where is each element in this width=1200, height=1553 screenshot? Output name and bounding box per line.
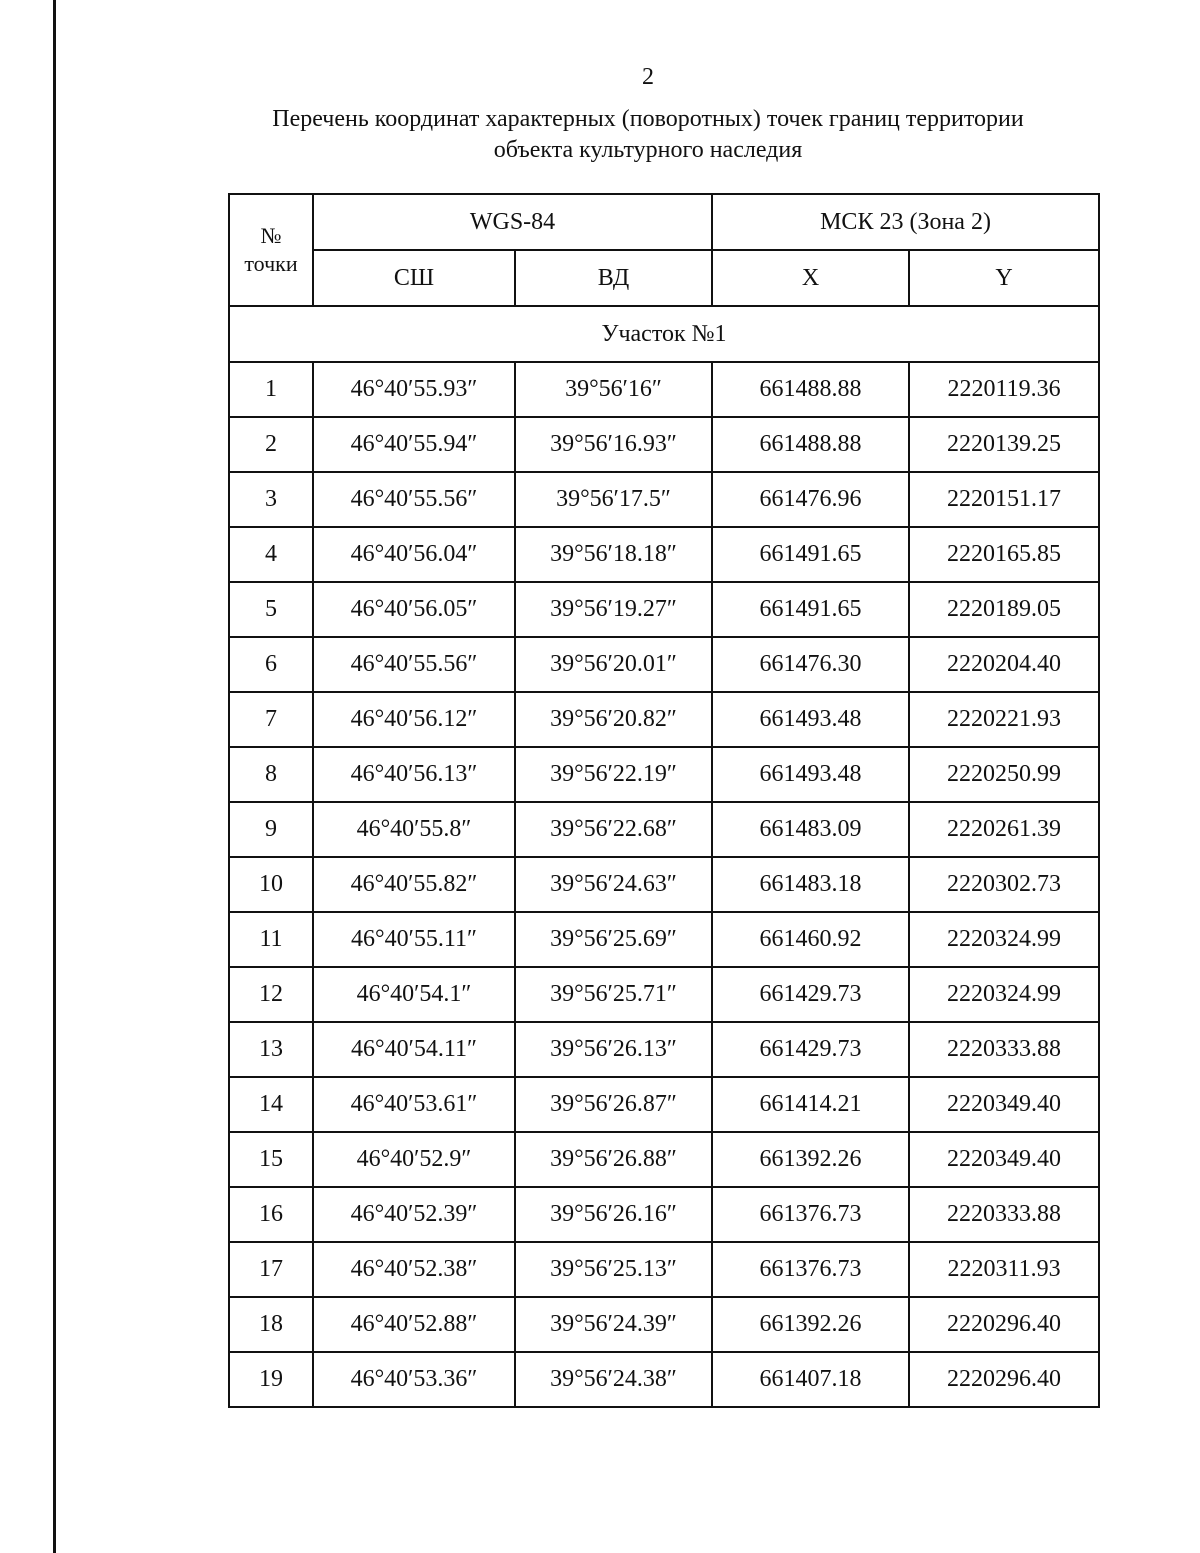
- cell-x: 661476.30: [712, 637, 909, 692]
- section-row: [229, 306, 1099, 362]
- header-x: X: [712, 250, 909, 306]
- cell-latitude: 46°40′52.39″: [313, 1187, 515, 1242]
- header-row-1: [229, 194, 1099, 250]
- cell-latitude: 46°40′53.36″: [313, 1352, 515, 1407]
- cell-x: 661491.65: [712, 582, 909, 637]
- title-line-2: объекта культурного наследия: [493, 137, 803, 163]
- cell-latitude: 46°40′55.56″: [313, 637, 515, 692]
- table-row: [229, 637, 1099, 692]
- cell-x: 661483.09: [712, 802, 909, 857]
- cell-x: 661460.92: [712, 912, 909, 967]
- cell-point-number: 17: [229, 1242, 313, 1297]
- cell-point-number: 5: [229, 582, 313, 637]
- cell-y: 2220165.85: [909, 527, 1099, 582]
- cell-y: 2220221.93: [909, 692, 1099, 747]
- cell-x: 661376.73: [712, 1187, 909, 1242]
- page-number: 2: [642, 64, 654, 90]
- cell-x: 661429.73: [712, 1022, 909, 1077]
- cell-y: 2220189.05: [909, 582, 1099, 637]
- table-row: [229, 1077, 1099, 1132]
- cell-latitude: 46°40′56.12″: [313, 692, 515, 747]
- cell-point-number: 16: [229, 1187, 313, 1242]
- cell-longitude: 39°56′22.68″: [515, 802, 712, 857]
- table-row: [229, 692, 1099, 747]
- cell-latitude: 46°40′52.9″: [313, 1132, 515, 1187]
- cell-point-number: 7: [229, 692, 313, 747]
- cell-y: 2220324.99: [909, 912, 1099, 967]
- cell-x: 661429.73: [712, 967, 909, 1022]
- cell-longitude: 39°56′24.39″: [515, 1297, 712, 1352]
- cell-point-number: 3: [229, 472, 313, 527]
- cell-x: 661488.88: [712, 362, 909, 417]
- table-row: [229, 1242, 1099, 1297]
- cell-x: 661407.18: [712, 1352, 909, 1407]
- cell-latitude: 46°40′56.04″: [313, 527, 515, 582]
- cell-longitude: 39°56′17.5″: [515, 472, 712, 527]
- document-title: [200, 104, 1096, 166]
- cell-y: 2220119.36: [909, 362, 1099, 417]
- table-row: [229, 527, 1099, 582]
- cell-x: 661488.88: [712, 417, 909, 472]
- cell-longitude: 39°56′25.69″: [515, 912, 712, 967]
- cell-longitude: 39°56′24.38″: [515, 1352, 712, 1407]
- cell-longitude: 39°56′24.63″: [515, 857, 712, 912]
- cell-longitude: 39°56′20.01″: [515, 637, 712, 692]
- cell-point-number: 2: [229, 417, 313, 472]
- cell-point-number: 14: [229, 1077, 313, 1132]
- cell-y: 2220311.93: [909, 1242, 1099, 1297]
- cell-latitude: 46°40′56.05″: [313, 582, 515, 637]
- cell-latitude: 46°40′52.38″: [313, 1242, 515, 1297]
- cell-latitude: 46°40′55.82″: [313, 857, 515, 912]
- cell-latitude: 46°40′55.93″: [313, 362, 515, 417]
- cell-y: 2220139.25: [909, 417, 1099, 472]
- cell-y: 2220296.40: [909, 1352, 1099, 1407]
- table-row: [229, 747, 1099, 802]
- cell-longitude: 39°56′26.13″: [515, 1022, 712, 1077]
- cell-longitude: 39°56′26.88″: [515, 1132, 712, 1187]
- table-row: [229, 472, 1099, 527]
- table-row: [229, 857, 1099, 912]
- cell-point-number: 9: [229, 802, 313, 857]
- cell-longitude: 39°56′16″: [515, 362, 712, 417]
- cell-x: 661493.48: [712, 692, 909, 747]
- table-row: [229, 1352, 1099, 1407]
- header-num-word: точки: [244, 251, 298, 276]
- cell-x: 661483.18: [712, 857, 909, 912]
- cell-point-number: 12: [229, 967, 313, 1022]
- header-num-sign: №: [260, 223, 282, 248]
- table-row: [229, 912, 1099, 967]
- cell-x: 661414.21: [712, 1077, 909, 1132]
- cell-latitude: 46°40′54.11″: [313, 1022, 515, 1077]
- cell-point-number: 1: [229, 362, 313, 417]
- table-row: [229, 362, 1099, 417]
- section-label: Участок №1: [229, 306, 1099, 362]
- cell-point-number: 4: [229, 527, 313, 582]
- cell-x: 661476.96: [712, 472, 909, 527]
- header-msk23: МСК 23 (Зона 2): [712, 194, 1099, 250]
- header-point-number: [229, 194, 313, 306]
- cell-point-number: 6: [229, 637, 313, 692]
- cell-y: 2220250.99: [909, 747, 1099, 802]
- cell-y: 2220349.40: [909, 1132, 1099, 1187]
- cell-longitude: 39°56′25.13″: [515, 1242, 712, 1297]
- cell-x: 661493.48: [712, 747, 909, 802]
- cell-y: 2220324.99: [909, 967, 1099, 1022]
- cell-y: 2220204.40: [909, 637, 1099, 692]
- cell-y: 2220333.88: [909, 1022, 1099, 1077]
- cell-longitude: 39°56′16.93″: [515, 417, 712, 472]
- header-y: Y: [909, 250, 1099, 306]
- left-margin-rule: [53, 0, 56, 1553]
- cell-y: 2220151.17: [909, 472, 1099, 527]
- cell-latitude: 46°40′55.11″: [313, 912, 515, 967]
- table-row: [229, 1132, 1099, 1187]
- table-row: [229, 1297, 1099, 1352]
- cell-latitude: 46°40′55.56″: [313, 472, 515, 527]
- header-latitude: СШ: [313, 250, 515, 306]
- cell-point-number: 18: [229, 1297, 313, 1352]
- coordinates-table: [228, 193, 1100, 1408]
- table-row: [229, 417, 1099, 472]
- title-line-1: Перечень координат характерных (поворотных) точек границ территории: [272, 106, 1024, 132]
- cell-y: 2220261.39: [909, 802, 1099, 857]
- cell-longitude: 39°56′26.87″: [515, 1077, 712, 1132]
- cell-latitude: 46°40′56.13″: [313, 747, 515, 802]
- cell-y: 2220333.88: [909, 1187, 1099, 1242]
- table-row: [229, 967, 1099, 1022]
- cell-point-number: 13: [229, 1022, 313, 1077]
- cell-x: 661376.73: [712, 1242, 909, 1297]
- cell-longitude: 39°56′22.19″: [515, 747, 712, 802]
- cell-y: 2220296.40: [909, 1297, 1099, 1352]
- cell-y: 2220302.73: [909, 857, 1099, 912]
- cell-point-number: 10: [229, 857, 313, 912]
- cell-longitude: 39°56′26.16″: [515, 1187, 712, 1242]
- cell-x: 661392.26: [712, 1132, 909, 1187]
- cell-latitude: 46°40′55.94″: [313, 417, 515, 472]
- header-wgs84: WGS-84: [313, 194, 712, 250]
- cell-x: 661392.26: [712, 1297, 909, 1352]
- cell-point-number: 8: [229, 747, 313, 802]
- cell-longitude: 39°56′19.27″: [515, 582, 712, 637]
- header-longitude: ВД: [515, 250, 712, 306]
- table-row: [229, 582, 1099, 637]
- cell-latitude: 46°40′54.1″: [313, 967, 515, 1022]
- cell-y: 2220349.40: [909, 1077, 1099, 1132]
- cell-point-number: 11: [229, 912, 313, 967]
- table-row: [229, 802, 1099, 857]
- cell-point-number: 19: [229, 1352, 313, 1407]
- table-row: [229, 1022, 1099, 1077]
- cell-point-number: 15: [229, 1132, 313, 1187]
- table-row: [229, 1187, 1099, 1242]
- cell-longitude: 39°56′25.71″: [515, 967, 712, 1022]
- cell-latitude: 46°40′53.61″: [313, 1077, 515, 1132]
- cell-longitude: 39°56′20.82″: [515, 692, 712, 747]
- cell-latitude: 46°40′55.8″: [313, 802, 515, 857]
- cell-x: 661491.65: [712, 527, 909, 582]
- cell-latitude: 46°40′52.88″: [313, 1297, 515, 1352]
- header-row-2: [229, 250, 1099, 306]
- cell-longitude: 39°56′18.18″: [515, 527, 712, 582]
